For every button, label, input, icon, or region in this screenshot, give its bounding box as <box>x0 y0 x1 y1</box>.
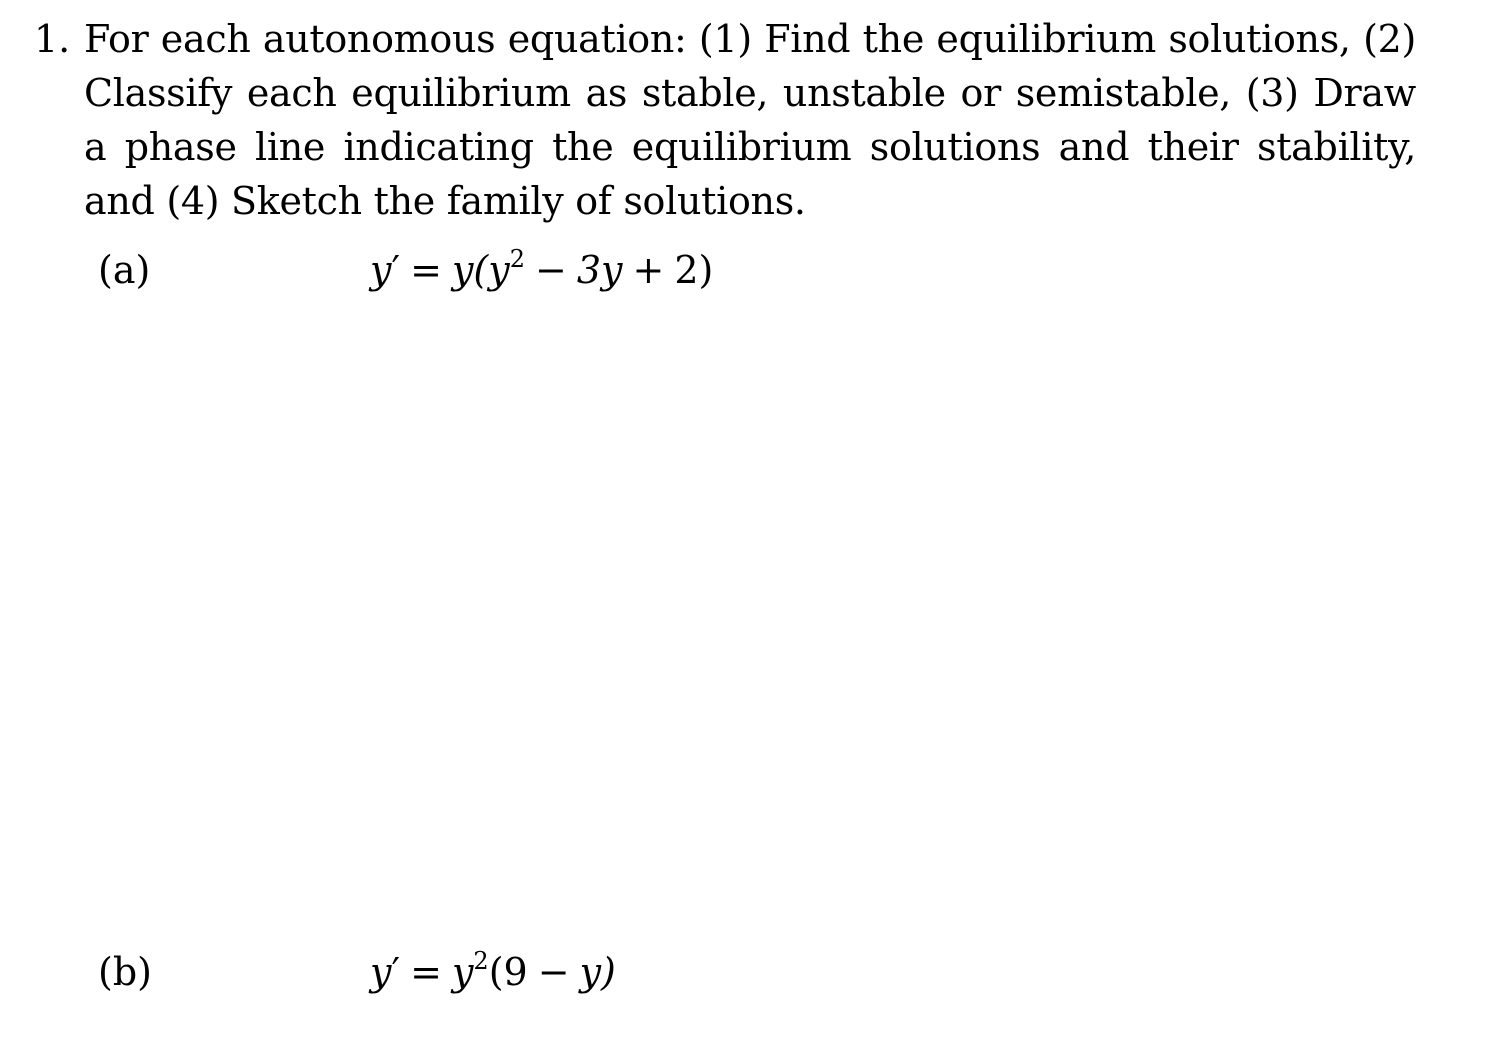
part-a-lhs-var: y <box>370 248 392 292</box>
part-a-rhs-b: 3y <box>576 248 623 292</box>
part-b-rhs-b: (9 <box>488 950 528 994</box>
part-a-label: (a) <box>98 248 151 292</box>
problem-instructions: For each autonomous equation: (1) Find the equilibrium solutions, (2) Classify each equilibrium as stable, unstable or semistable, (3) Draw a phase line indicating the equilibrium solutions and their stability, and (4) Sketch the family of solutions. <box>84 17 1416 223</box>
part-b-lhs-prime: ′ <box>391 950 401 994</box>
part-b-rhs-a: y <box>451 950 474 994</box>
part-a-rhs-c: 2) <box>674 248 714 292</box>
part-b-minus: − <box>537 950 570 994</box>
part-a-rhs-a: y(y <box>451 248 510 292</box>
part-b-lhs-var: y <box>370 950 392 994</box>
problem-number: 1. <box>34 17 71 61</box>
part-a-lhs-prime: ′ <box>391 248 401 292</box>
part-a-exponent: 2 <box>509 245 525 273</box>
part-b-equation <box>370 948 616 996</box>
part-b-label: (b) <box>98 950 152 994</box>
part-a-equals: = <box>410 248 442 292</box>
part-a-plus: + <box>632 248 665 292</box>
part-b-rhs-c: y) <box>579 950 616 994</box>
part-a-answer-space <box>34 300 1454 930</box>
part-a-minus: − <box>535 248 567 292</box>
part-a-equation <box>370 246 713 294</box>
part-b-exponent: 2 <box>473 947 489 975</box>
part-b-equals: = <box>410 950 442 994</box>
